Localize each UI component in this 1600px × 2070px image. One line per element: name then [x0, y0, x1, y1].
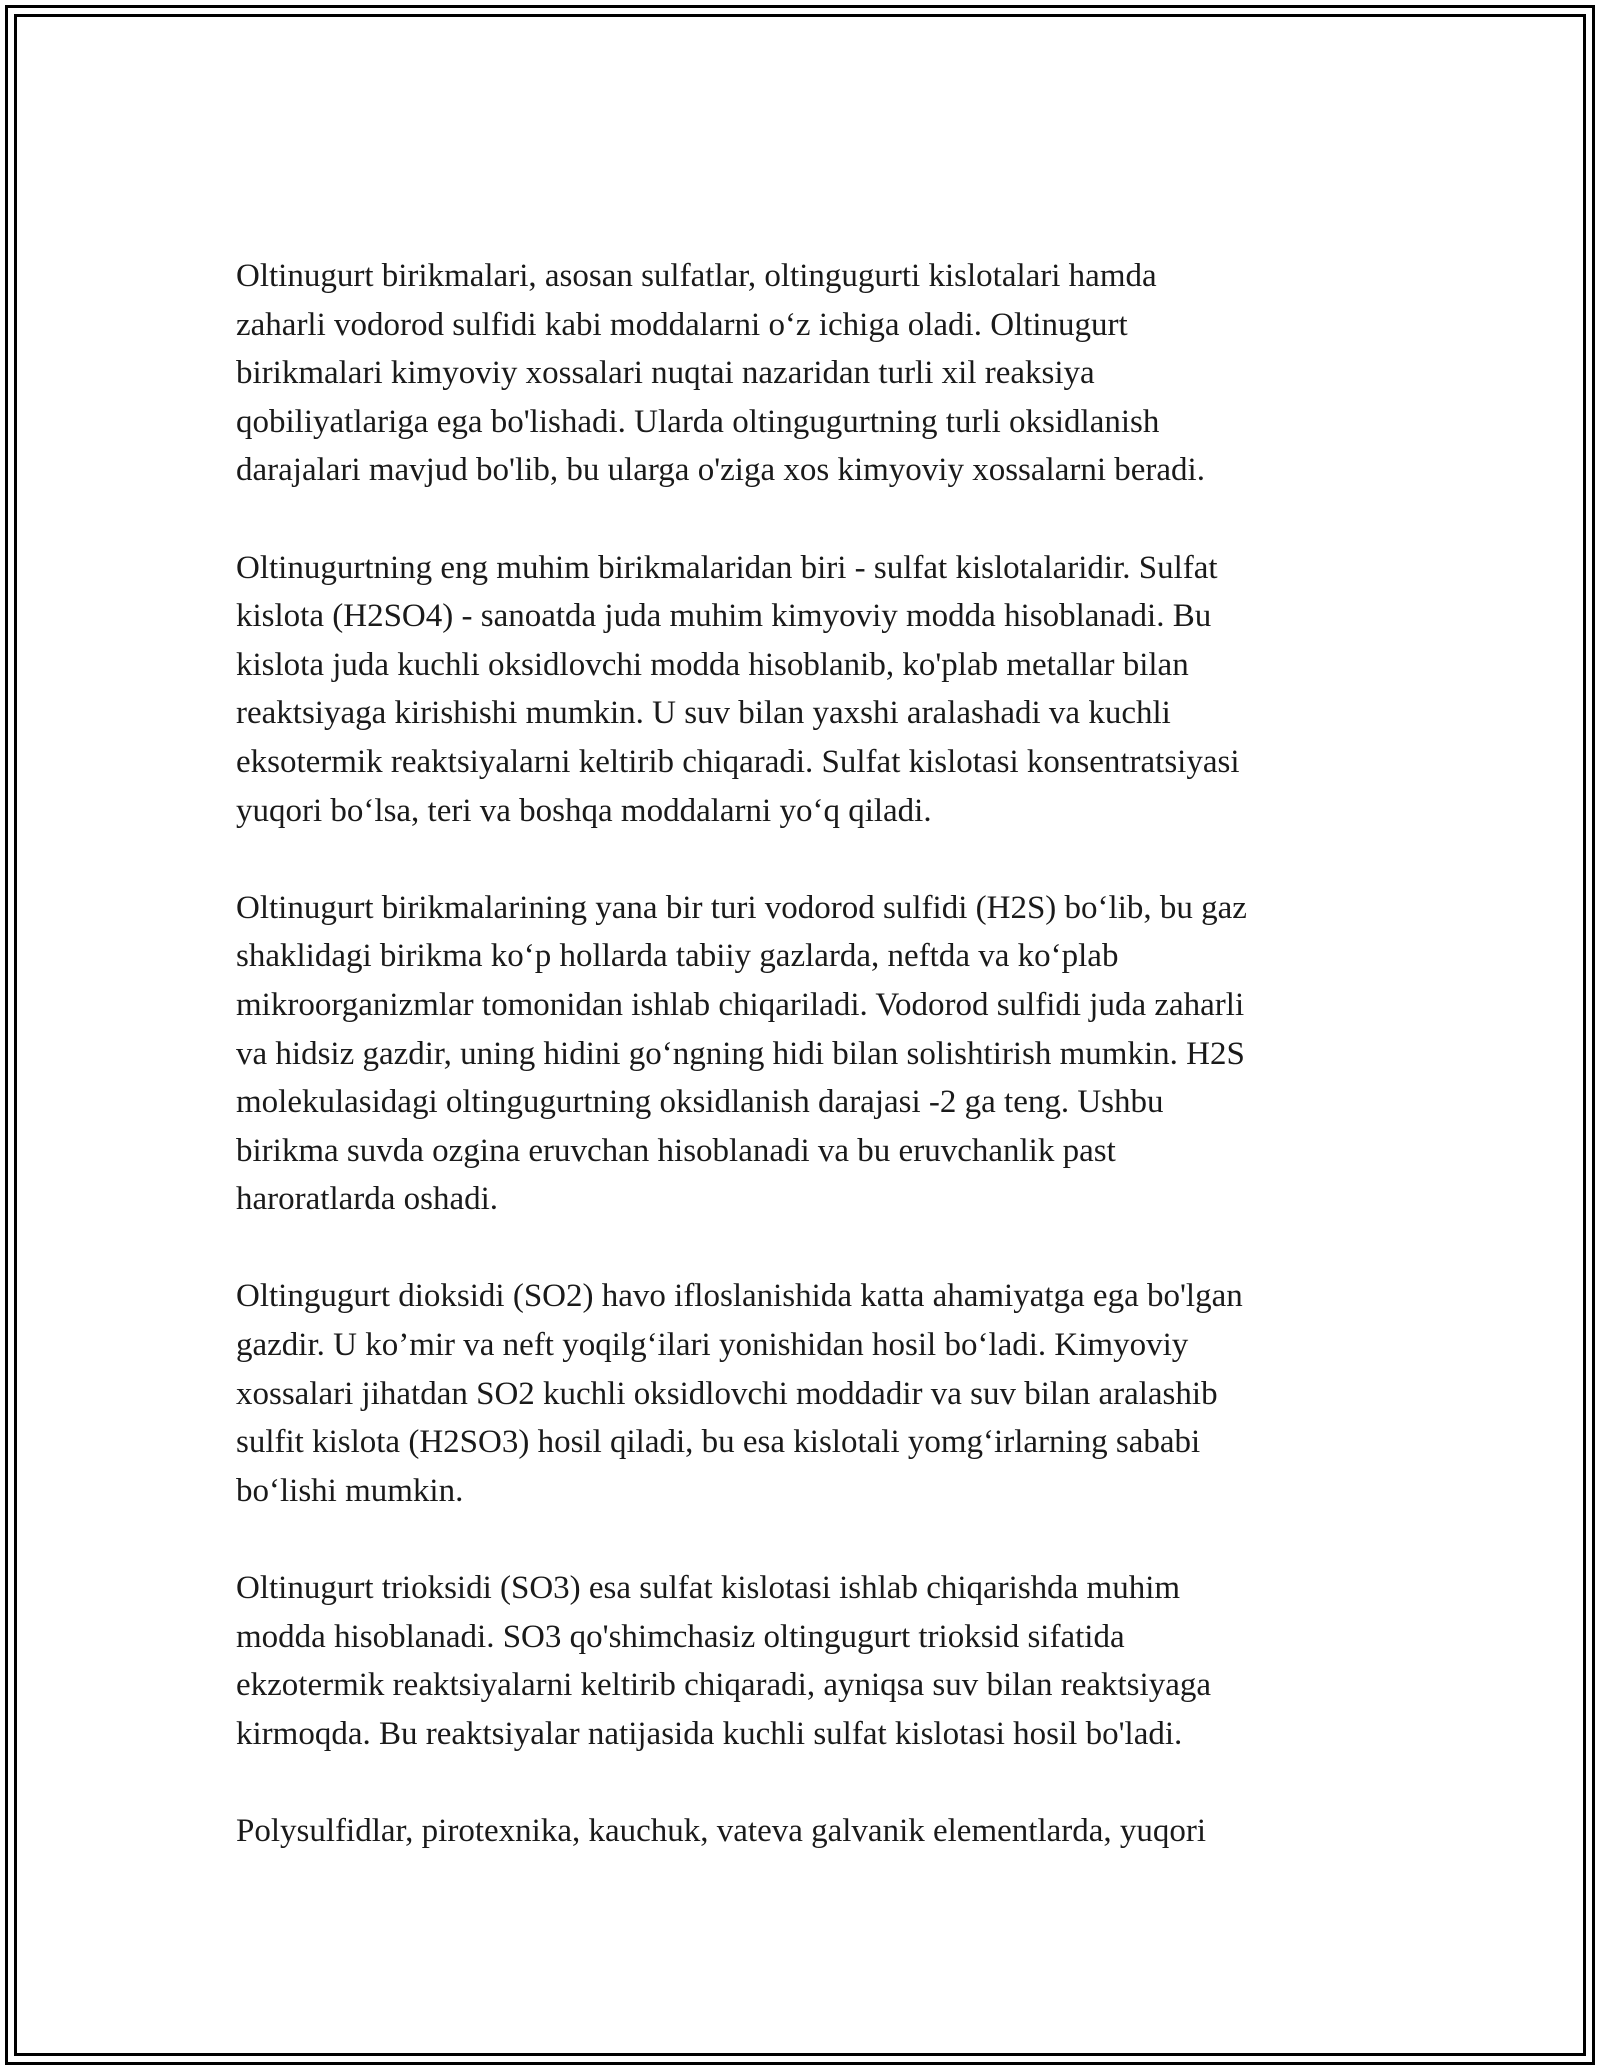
- paragraph: Polysulfidlar, pirotexnika, kauchuk, vateva galvanik elementlarda, yuqori: [236, 1813, 1207, 1849]
- paragraph: Oltingugurt dioksidi (SO2) havo ifloslanishida katta ahamiyatga ega bo'lgan gazdir. U ko’mir va neft yoqilg‘ilari yonishidan hosil bo‘ladi. Kimyoviy xossalari jihatdan SO2 kuchli oksidlovchi moddadir va suv bilan aralashib sulfit kislota (H2SO3) hosil qiladi, bu esa kislotali yomg‘irlarning sababi bo‘lishi mumkin.: [236, 1278, 1243, 1509]
- paragraph: Oltinugurt birikmalarining yana bir turi vodorod sulfidi (H2S) bo‘lib, bu gaz shaklidagi birikma ko‘p hollarda tabiiy gazlarda, neftda va ko‘plab mikroorganizmlar tomonidan ishlab chiqariladi. Vodorod sulfidi juda zaharli va hidsiz gazdir, uning hidini go‘ngning hidi bilan solishtirish mumkin. H2S molekulasidagi oltingugurtning oksidlanish darajasi -2 ga teng. Ushbu birikma suvda ozgina eruvchan hisoblanadi va bu eruvchanlik past haroratlarda oshadi.: [236, 889, 1247, 1218]
- paragraph: Oltinugurt trioksidi (SO3) esa sulfat kislotasi ishlab chiqarishda muhim modda hisoblanadi. SO3 qo'shimchasiz oltingugurt trioksid sifatida ekzotermik reaktsiyalarni keltirib chiqaradi, ayniqsa suv bilan reaktsiyaga kirmoqda. Bu reaktsiyalar natijasida kuchli sulfat kislotasi hosil bo'ladi.: [236, 1570, 1211, 1752]
- paragraph: Oltinugurtning eng muhim birikmalaridan biri - sulfat kislotalaridir. Sulfat kislota (H2SO4) - sanoatda juda muhim kimyoviy modda hisoblanadi. Bu kislota juda kuchli oksidlovchi modda hisoblanib, ko'plab metallar bilan reaktsiyaga kirishishi mumkin. U suv bilan yaxshi aralashadi va kuchli eksotermik reaktsiyalarni keltirib chiqaradi. Sulfat kislotasi konsentratsiyasi yuqori bo‘lsa, teri va boshqa moddalarni yo‘q qiladi.: [236, 549, 1240, 829]
- paragraph: Oltinugurt birikmalari, asosan sulfatlar, oltingugurti kislotalari hamda zaharli vodorod sulfidi kabi moddalarni o‘z ichiga oladi. Oltinugurt birikmalari kimyoviy xossalari nuqtai nazaridan turli xil reaksiya qobiliyatlariga ega bo'lishadi. Ularda oltingugurtning turli oksidlanish darajalari mavjud bo'lib, bu ularga o'ziga xos kimyoviy xossalarni beradi.: [236, 258, 1205, 489]
- document-body: [236, 252, 1376, 1904]
